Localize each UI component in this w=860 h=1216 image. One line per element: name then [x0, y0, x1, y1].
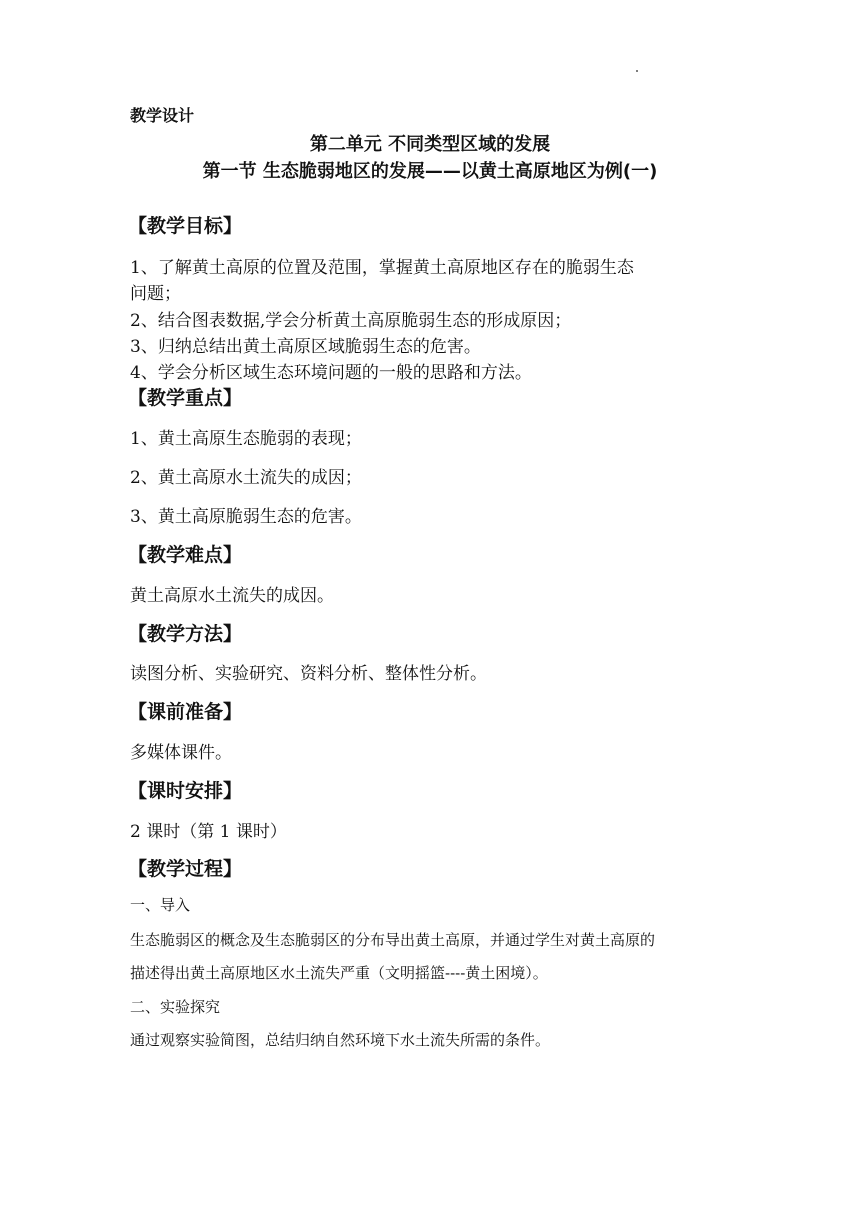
- doc-label: 教学设计: [130, 106, 195, 125]
- page-marker-dot: [636, 70, 638, 72]
- schedule-heading: 【课时安排】: [128, 780, 243, 802]
- methods-heading: 【教学方法】: [128, 623, 243, 645]
- preparation-heading: 【课前准备】: [128, 701, 243, 723]
- key-point-line: 2、黄土高原水土流失的成因；: [130, 468, 362, 488]
- process-step-line: 生态脆弱区的概念及生态脆弱区的分布导出黄土高原，并通过学生对黄土高原的: [130, 931, 656, 949]
- unit-title: 第二单元 不同类型区域的发展: [309, 134, 551, 155]
- methods-text: 读图分析、实验研究、资料分析、整体性分析。: [130, 664, 487, 684]
- process-step-line: 描述得出黄土高原地区水土流失严重（文明摇篮----黄土困境）。: [130, 964, 548, 982]
- process-step-title: 二、实验探究: [130, 998, 221, 1016]
- key-points-heading: 【教学重点】: [128, 387, 243, 409]
- objectives-heading: 【教学目标】: [128, 215, 243, 237]
- objective-line: 3、归纳总结出黄土高原区域脆弱生态的危害。: [130, 337, 481, 357]
- objective-line: 4、学会分析区域生态环境问题的一般的思路和方法。: [130, 363, 532, 383]
- objective-line: 1、了解黄土高原的位置及范围，掌握黄土高原地区存在的脆弱生态: [130, 258, 634, 278]
- key-point-line: 1、黄土高原生态脆弱的表现；: [130, 429, 362, 449]
- difficulties-text: 黄土高原水土流失的成因。: [130, 586, 334, 606]
- difficulties-heading: 【教学难点】: [128, 544, 243, 566]
- section-title: 第一节 生态脆弱地区的发展——以黄土高原地区为例(一): [202, 161, 658, 182]
- process-step-title: 一、导入: [130, 896, 191, 914]
- process-heading: 【教学过程】: [128, 858, 243, 880]
- process-step-line: 通过观察实验简图，总结归纳自然环境下水土流失所需的条件。: [130, 1031, 551, 1049]
- key-point-line: 3、黄土高原脆弱生态的危害。: [130, 507, 362, 527]
- objective-line: 问题；: [130, 284, 181, 304]
- preparation-text: 多媒体课件。: [130, 743, 232, 763]
- schedule-text: 2 课时（第 1 课时）: [130, 822, 287, 842]
- objective-line: 2、结合图表数据,学会分析黄土高原脆弱生态的形成原因；: [130, 311, 572, 331]
